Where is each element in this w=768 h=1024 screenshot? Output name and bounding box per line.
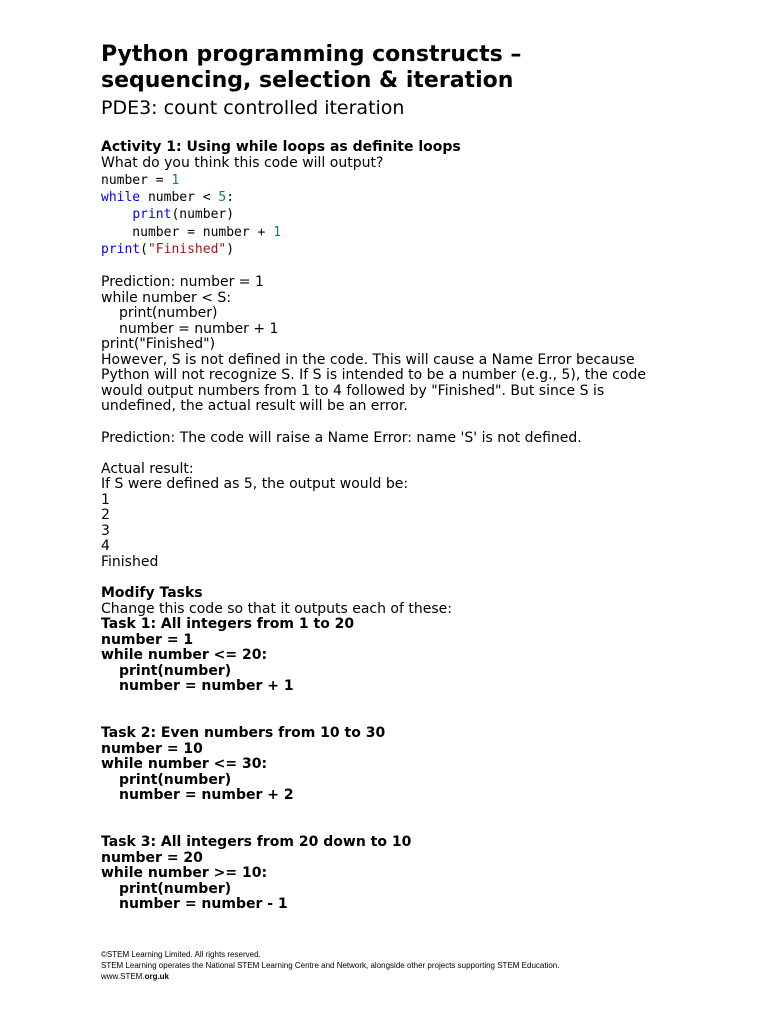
code-string: "Finished" — [147, 242, 227, 257]
task-code-line: print(number) — [119, 663, 232, 679]
task-title: Task 3: All integers from 20 down to 10 — [101, 834, 412, 850]
prediction-line: while number < S: — [101, 290, 232, 306]
task-code-line: number = number + 2 — [119, 787, 294, 803]
code-text: number < — [140, 190, 219, 205]
actual-result-label: Actual result: — [101, 461, 194, 477]
page-footer — [101, 949, 559, 982]
code-text: number = — [101, 173, 172, 188]
prediction-line: number = number + 1 — [119, 321, 279, 337]
code-text: ( — [140, 242, 148, 257]
code-text: ) — [226, 242, 235, 257]
actual-result-intro: If S were defined as 5, the output would be: — [101, 476, 409, 492]
task-code-line: while number <= 20: — [101, 647, 268, 663]
output-line: Finished — [101, 554, 159, 570]
footer-url[interactable] — [101, 971, 559, 982]
footer-url-suffix: org.uk — [144, 972, 170, 981]
modify-heading: Modify Tasks — [101, 585, 203, 601]
code-line — [101, 189, 234, 206]
task-code-line: number = number - 1 — [119, 896, 288, 912]
page-title-line-2: sequencing, selection & iteration — [101, 68, 514, 93]
activity-heading: Activity 1: Using while loops as definite loops — [101, 139, 461, 155]
code-number: 1 — [273, 225, 282, 240]
task-code-line: number = 1 — [101, 632, 194, 648]
page-subtitle: PDE3: count controlled iteration — [101, 97, 405, 119]
code-line — [101, 224, 281, 241]
task-code-line: while number >= 10: — [101, 865, 268, 881]
task-code-line: number = 20 — [101, 850, 203, 866]
output-line: 4 — [101, 538, 110, 554]
task-code-line: print(number) — [119, 881, 232, 897]
footer-statement: STEM Learning operates the National STEM Learning Centre and Network, alongside other projects supporting STEM Education. — [101, 961, 560, 970]
code-text: (number) — [171, 207, 235, 222]
task-code-line: number = number + 1 — [119, 678, 294, 694]
code-text: number = number + — [101, 225, 274, 240]
task-code-line: number = 10 — [101, 741, 203, 757]
code-keyword: print — [101, 242, 141, 257]
explanation-line: However, S is not defined in the code. This will cause a Name Error because — [101, 352, 635, 368]
code-line — [101, 172, 179, 189]
output-line: 2 — [101, 507, 110, 523]
prediction-line: print(number) — [119, 305, 218, 321]
task-code-line: while number <= 30: — [101, 756, 268, 772]
code-number: 1 — [171, 173, 180, 188]
prediction-line: Prediction: number = 1 — [101, 274, 264, 290]
footer-copyright: ©STEM Learning Limited. All rights reserved. — [101, 950, 261, 959]
code-line — [101, 206, 234, 223]
task-title: Task 1: All integers from 1 to 20 — [101, 616, 355, 632]
prediction-conclusion: Prediction: The code will raise a Name Error: name 'S' is not defined. — [101, 430, 582, 446]
output-line: 3 — [101, 523, 110, 539]
activity-question: What do you think this code will output? — [101, 155, 384, 171]
code-number: 5 — [218, 190, 227, 205]
explanation-line: Python will not recognize S. If S is intended to be a number (e.g., 5), the code — [101, 367, 646, 383]
explanation-line: would output numbers from 1 to 4 followed by "Finished". But since S is — [101, 383, 605, 399]
explanation-line: undefined, the actual result will be an error. — [101, 398, 408, 414]
footer-url-prefix: www.STEM. — [101, 972, 145, 981]
task-title: Task 2: Even numbers from 10 to 30 — [101, 725, 386, 741]
output-line: 1 — [101, 492, 110, 508]
code-keyword: print — [132, 207, 172, 222]
prediction-line: print("Finished") — [101, 336, 216, 352]
code-line — [101, 241, 234, 258]
code-indent — [101, 207, 132, 222]
code-keyword: while — [101, 190, 141, 205]
code-text: : — [226, 190, 235, 205]
modify-instruction: Change this code so that it outputs each of these: — [101, 601, 452, 617]
task-code-line: print(number) — [119, 772, 232, 788]
page-title-line-1: Python programming constructs – — [101, 42, 522, 67]
